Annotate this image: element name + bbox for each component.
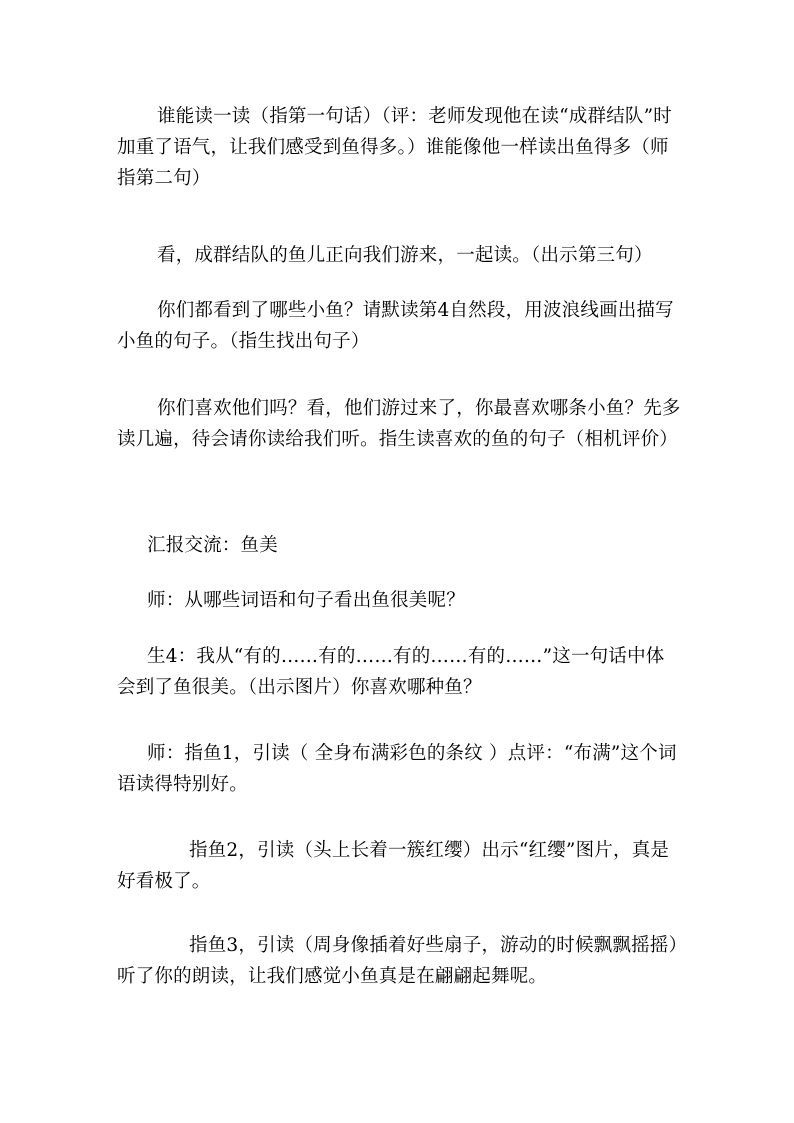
paragraph-1: 谁能读一读（指第一句话）（评：老师发现他在读“成群结队”时加重了语气，让我们感受到鱼得多。）谁能像他一样读出鱼得多（师指第二句） <box>117 106 672 189</box>
paragraph-7: 生4：我从“有的……有的……有的……有的……”这一句话中体会到了鱼很美。（出示图片）你喜欢哪种鱼？ <box>117 646 665 698</box>
paragraph-3: 你们都看到了哪些小鱼？请默读第4自然段，用波浪线画出描写小鱼的句子。（指生找出句子） <box>117 300 674 352</box>
paragraph-9: 指鱼2，引读（头上长着一簇红缨）出示“红缨”图片，真是好看极了。 <box>117 840 670 892</box>
paragraph-6: 师：从哪些词语和句子看出鱼很美呢？ <box>147 590 465 611</box>
paragraph-2: 看，成群结队的鱼儿正向我们游来，一起读。（出示第三句） <box>157 245 653 266</box>
paragraph-8: 师：指鱼1，引读（ 全身布满彩色的条纹 ）点评：“布满”这个词语读得特别好。 <box>117 743 677 795</box>
paragraph-10: 指鱼3，引读（周身像插着好些扇子，游动的时候飘飘摇摇）听了你的朗读，让我们感觉小鱼真是在翩翩起舞呢。 <box>117 935 678 987</box>
paragraph-5: 汇报交流：鱼美 <box>147 535 278 556</box>
paragraph-4: 你们喜欢他们吗？看，他们游过来了，你最喜欢哪条小鱼？先多读几遍，待会请你读给我们听。指生读喜欢的鱼的句子（相机评价） <box>117 398 681 450</box>
